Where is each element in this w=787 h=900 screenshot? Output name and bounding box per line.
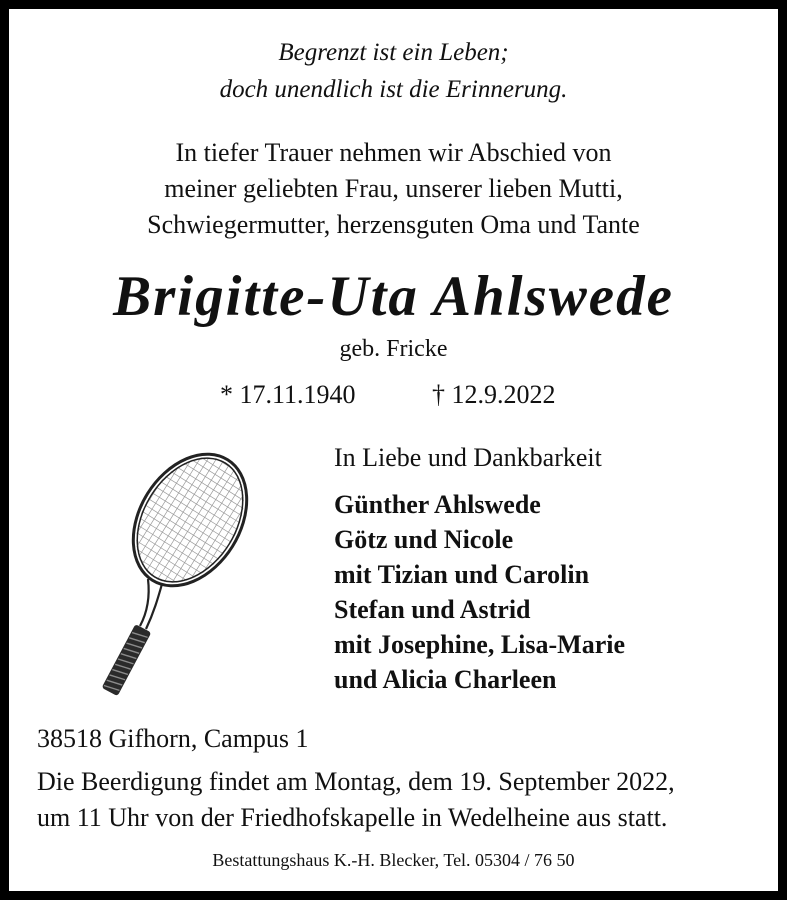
mourners-heading: In Liebe und Dankbarkeit <box>334 443 602 472</box>
undertaker-contact: Bestattungshaus K.-H. Blecker, Tel. 05304 / 76 50 <box>212 850 575 870</box>
mourners-list <box>334 487 625 697</box>
funeral-info <box>37 764 675 836</box>
funeral-line-1: Die Beerdigung findet am Montag, dem 19. September 2022, <box>37 767 675 796</box>
birth-date: * 17.11.1940 <box>220 380 356 409</box>
funeral-line-2: um 11 Uhr von der Friedhofskapelle in Wedelheine aus statt. <box>37 803 668 832</box>
deceased-name: Brigitte-Uta Ahlswede <box>113 265 674 328</box>
mourner-name: Günther Ahlswede <box>334 490 541 519</box>
death-date: † 12.9.2022 <box>432 380 556 409</box>
address: 38518 Gifhorn, Campus 1 <box>37 724 309 753</box>
motto <box>0 34 787 108</box>
mourner-name: Götz und Nicole <box>334 525 514 554</box>
intro-line-2: meiner geliebten Frau, unserer lieben Mutti, <box>164 174 623 203</box>
intro-line-3: Schwiegermutter, herzensguten Oma und Tante <box>147 210 640 239</box>
motto-line-2: doch unendlich ist die Erinnerung. <box>219 76 568 103</box>
mourner-name: und Alicia Charleen <box>334 665 557 694</box>
intro-line-1: In tiefer Trauer nehmen wir Abschied von <box>175 138 612 167</box>
intro-text <box>0 135 787 243</box>
mourners <box>334 441 625 697</box>
birth-name: geb. Fricke <box>339 336 448 362</box>
mourner-name: mit Tizian und Carolin <box>334 560 590 589</box>
motto-line-1: Begrenzt ist ein Leben; <box>278 39 509 66</box>
mourner-name: Stefan und Astrid <box>334 595 531 624</box>
mourner-name: mit Josephine, Lisa-Marie <box>334 630 626 659</box>
tennis-racket-icon <box>96 446 256 696</box>
